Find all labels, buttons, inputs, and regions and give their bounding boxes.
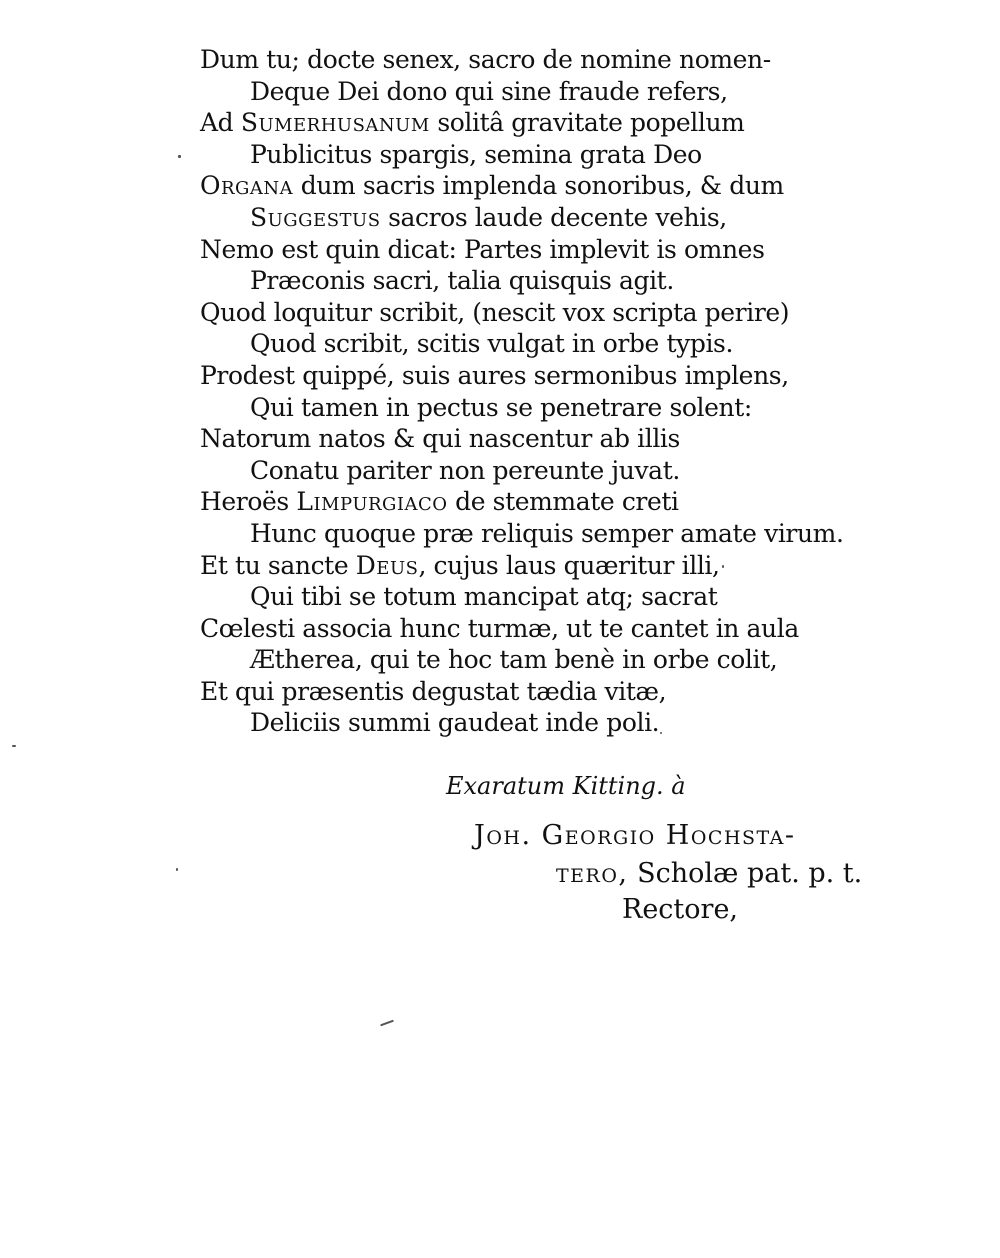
poem-text: Præconis sacri, talia quisquis agit. xyxy=(250,266,674,296)
poem-line xyxy=(200,44,840,76)
poem-line xyxy=(200,455,840,487)
poem-line xyxy=(200,202,840,234)
poem-text: Quod scribit, scitis vulgat in orbe typis. xyxy=(250,329,734,359)
poem-text: Conatu pariter non pereunte juvat. xyxy=(250,455,680,485)
signature-name-end: tero, xyxy=(556,858,629,889)
small-caps-word: Organa xyxy=(200,171,294,201)
poem-line xyxy=(200,644,840,676)
poem-text: Publicitus spargis, semina grata Deo xyxy=(250,139,702,169)
poem-line xyxy=(200,550,840,582)
signature-line-3 xyxy=(622,894,738,925)
signature-line-2 xyxy=(556,858,862,889)
ink-speck xyxy=(660,732,662,734)
ink-speck xyxy=(178,155,181,158)
poem-line xyxy=(200,170,840,202)
poem-text: Nemo est quin dicat: Partes implevit is omnes xyxy=(200,234,765,264)
small-caps-word: Suggestus xyxy=(250,202,381,232)
poem-line xyxy=(200,518,844,550)
small-caps-word: Sumerhusanum xyxy=(240,108,430,138)
poem-text: Prodest quippé, suis aures sermonibus implens, xyxy=(200,360,789,390)
poem-text: de stemmate creti xyxy=(447,487,679,517)
poem-line xyxy=(200,76,840,108)
poem-line xyxy=(200,581,840,613)
caption: Exaratum Kitting. à xyxy=(446,772,686,800)
poem-line xyxy=(200,328,840,360)
poem-text: Hunc quoque præ reliquis semper amate virum. xyxy=(250,518,844,548)
poem-line xyxy=(200,265,840,297)
poem-line xyxy=(200,297,840,329)
poem-text: Quod loquitur scribit, (nescit vox scripta perire) xyxy=(200,297,790,327)
poem-text: Et tu sancte xyxy=(200,550,356,580)
poem-line xyxy=(200,486,840,518)
poem-text: dum sacris implenda sonoribus, & dum xyxy=(293,171,784,201)
ink-speck xyxy=(12,745,16,747)
poem-line xyxy=(200,139,840,171)
signature-rank: Rectore, xyxy=(622,894,739,925)
poem-text: Ad xyxy=(200,108,241,138)
poem-text: Qui tibi se totum mancipat atq; sacrat xyxy=(250,582,718,612)
poem-line xyxy=(200,360,840,392)
poem-text: Dum tu; docte senex, sacro de nomine nomen- xyxy=(200,45,771,74)
poem-line xyxy=(200,234,840,266)
poem-line xyxy=(200,392,840,424)
small-caps-word: Limpurgiaco xyxy=(296,487,448,517)
poem-line xyxy=(200,707,840,739)
poem-text: Qui tamen in pectus se penetrare solent: xyxy=(250,392,752,422)
poem-text: Deque Dei dono qui sine fraude refers, xyxy=(250,76,728,106)
signature-name: Joh. Georgio Hochsta- xyxy=(474,820,796,851)
poem-line xyxy=(200,423,840,455)
poem-text: Deliciis summi gaudeat inde poli. xyxy=(250,708,660,738)
signature-line-1 xyxy=(474,820,796,851)
poem-text: solitâ gravitate popellum xyxy=(429,108,745,138)
poem-text: Heroës xyxy=(200,487,297,517)
poem-text: Cœlesti associa hunc turmæ, ut te cantet in aula xyxy=(200,613,799,643)
poem-line xyxy=(200,107,840,139)
small-caps-word: Deus xyxy=(355,550,419,580)
poem-line xyxy=(200,676,840,708)
poem-text: Ætherea, qui te hoc tam benè in orbe colit, xyxy=(250,645,778,675)
ink-speck xyxy=(176,868,178,871)
poem-text: Natorum natos & qui nascentur ab illis xyxy=(200,424,680,454)
ink-speck xyxy=(380,1020,394,1027)
ink-speck xyxy=(722,565,724,568)
poem-text: sacros laude decente vehis, xyxy=(380,202,727,232)
signature-title: Scholæ pat. p. t. xyxy=(628,858,863,889)
poem-text: Et qui præsentis degustat tædia vitæ, xyxy=(200,676,667,706)
poem-text: , cujus laus quæritur illi, xyxy=(418,550,720,580)
poem-line xyxy=(200,613,840,645)
poem xyxy=(200,44,844,739)
